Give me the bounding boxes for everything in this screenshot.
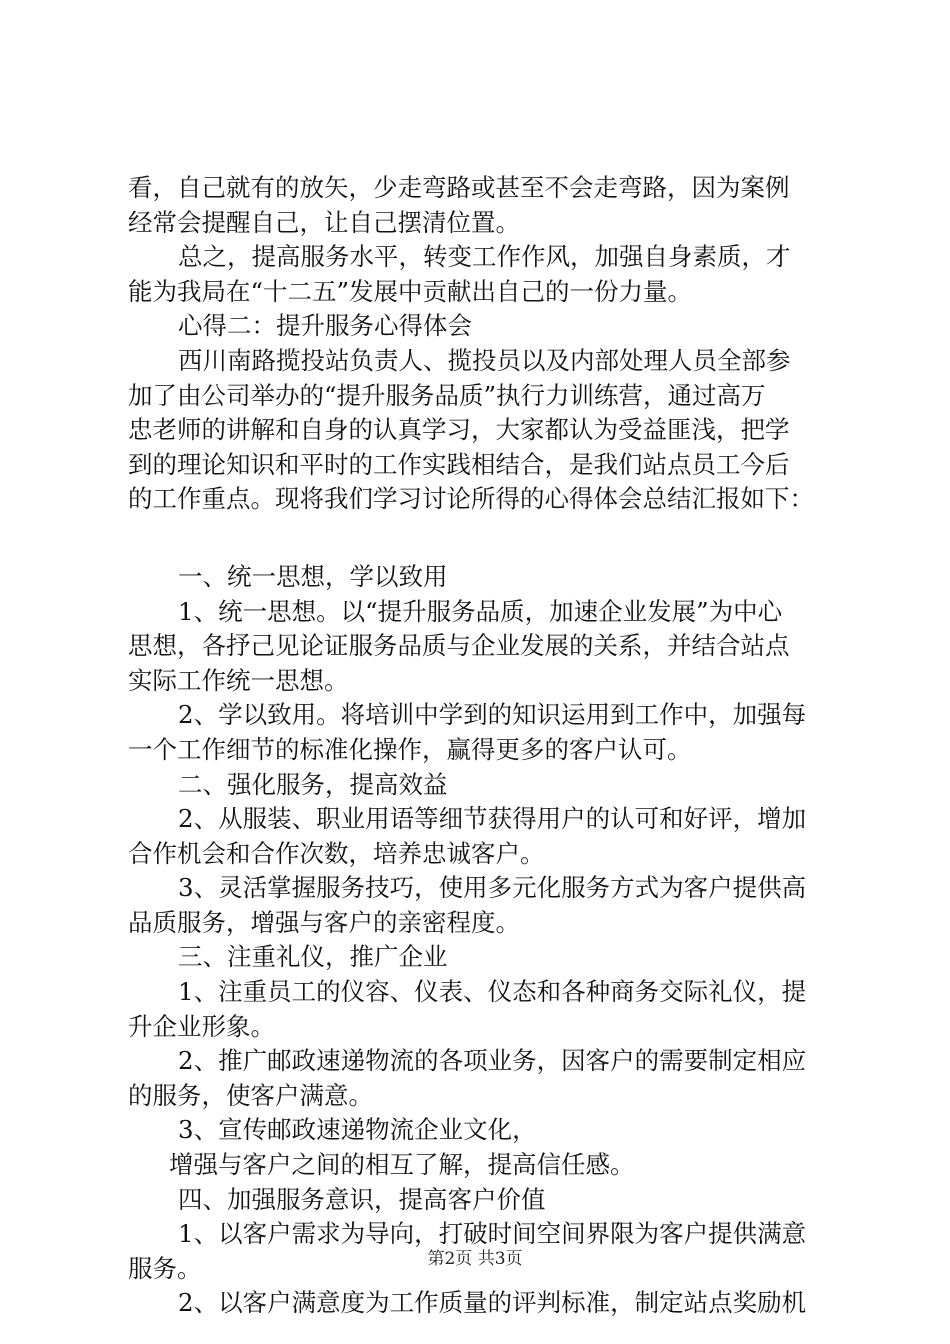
paragraph-line: 实际工作统一思想。	[128, 665, 349, 695]
paragraph-spacer	[128, 517, 838, 560]
paragraph-line: 1、注重员工的仪容、仪表、仪态和各种商务交际礼仪，提	[178, 977, 807, 1007]
paragraph-line: 3、灵活掌握服务技巧，使用多元化服务方式为客户提供高	[178, 873, 807, 903]
paragraph-line: 的工作重点。现将我们学习讨论所得的心得体会总结汇报如下：	[128, 484, 814, 514]
paragraph-line: 思想，各抒己见论证服务品质与企业发展的关系，并结合站点	[128, 631, 790, 661]
paragraph-line: 品质服务，增强与客户的亲密程度。	[128, 907, 520, 937]
paragraph-line: 合作机会和合作次数，培养忠诚客户。	[128, 838, 545, 868]
page-number-footer: 第2页 共3页	[427, 1249, 523, 1269]
paragraph-line: 看，自己就有的放矢，少走弯路或甚至不会走弯路，因为案例	[128, 173, 790, 202]
paragraph-line: 增强与客户之间的相互了解，提高信任感。	[169, 1150, 635, 1180]
paragraph-line: 忠老师的讲解和自身的认真学习，大家都认为受益匪浅，把学	[128, 415, 790, 445]
section-heading: 一、统一思想，学以致用	[178, 561, 448, 591]
paragraph-line: 一个工作细节的标准化操作，赢得更多的客户认可。	[128, 734, 692, 764]
document-body	[128, 171, 838, 1321]
section-heading: 四、加强服务意识，提高客户价值	[178, 1184, 546, 1214]
paragraph-line: 西川南路揽投站负责人、揽投员以及内部处理人员全部参	[178, 345, 791, 375]
paragraph-line: 2、推广邮政速递物流的各项业务，因客户的需要制定相应	[178, 1046, 807, 1076]
paragraph-line: 2、以客户满意度为工作质量的评判标准，制定站点奖励机	[178, 1288, 807, 1318]
paragraph-line: 升企业形象。	[128, 1011, 275, 1041]
paragraph-line: 2、从服装、职业用语等细节获得用户的认可和好评，增加	[178, 804, 807, 834]
paragraph-line: 的服务，使客户满意。	[128, 1080, 373, 1110]
paragraph-line: 到的理论知识和平时的工作实践相结合，是我们站点员工今后	[128, 449, 790, 479]
paragraph-line: 经常会提醒自己，让自己摆清位置。	[128, 207, 520, 237]
paragraph-line: 1、统一思想。以“提升服务品质，加速企业发展”为中心	[178, 596, 783, 626]
paragraph-line: 总之，提高服务水平，转变工作作风，加强自身素质，才	[178, 242, 791, 272]
paragraph-line: 服务。	[128, 1253, 202, 1283]
paragraph-line: 3、宣传邮政速递物流企业文化，	[178, 1115, 537, 1145]
section-heading: 二、强化服务，提高效益	[178, 769, 448, 799]
section-heading: 心得二：提升服务心得体会	[178, 311, 472, 341]
paragraph-line: 2、学以致用。将培训中学到的知识运用到工作中，加强每	[178, 700, 807, 730]
paragraph-line: 加了由公司举办的“提升服务品质”执行力训练营，通过高万	[128, 380, 766, 410]
paragraph-line: 能为我局在“十二五”发展中贡献出自己的一份力量。	[128, 276, 693, 306]
paragraph-line: 1、以客户需求为导向，打破时间空间界限为客户提供满意	[178, 1219, 807, 1249]
section-heading: 三、注重礼仪，推广企业	[178, 942, 448, 972]
